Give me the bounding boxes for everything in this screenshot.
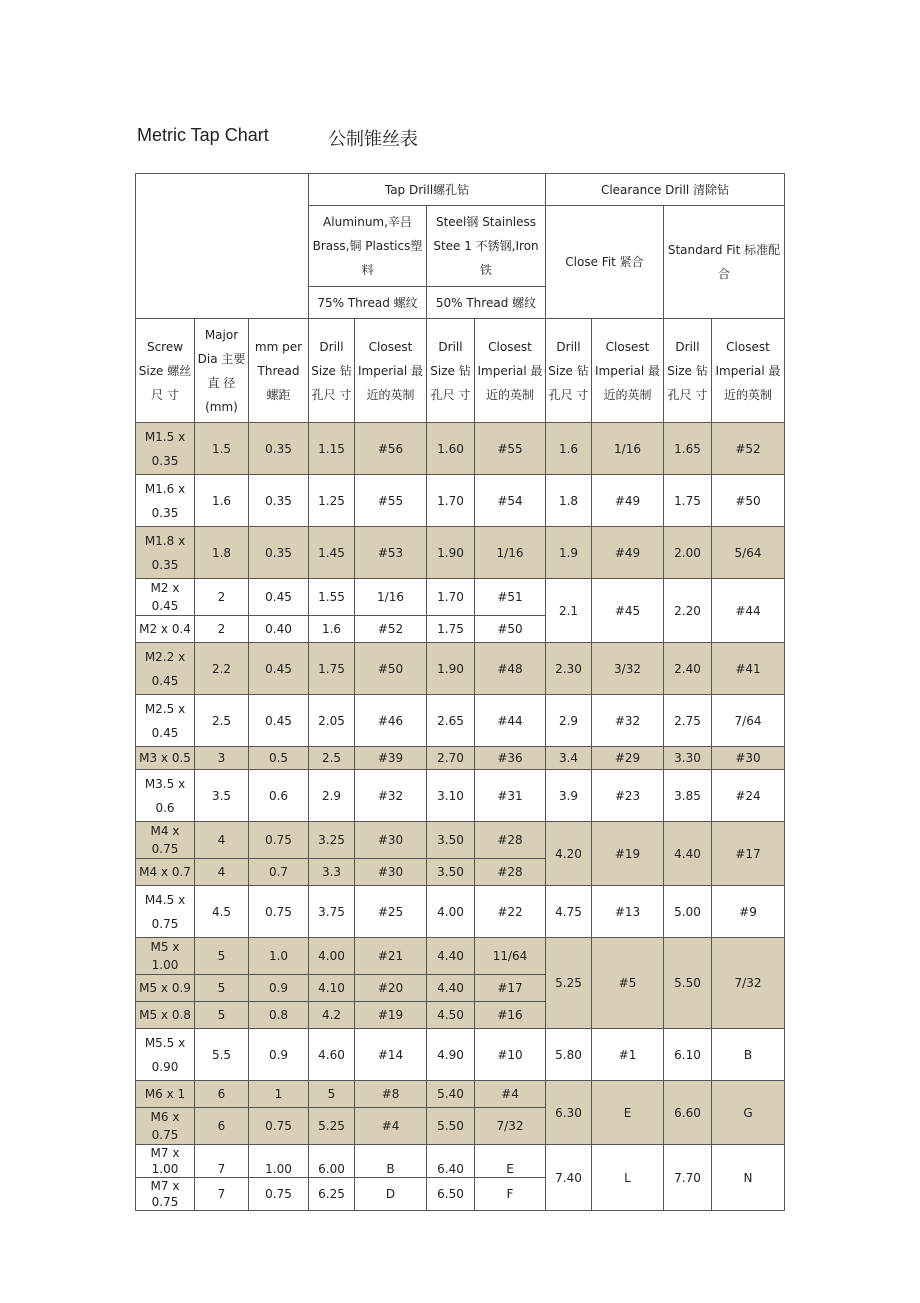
cell: 2 [195, 579, 249, 616]
table-row [136, 938, 785, 975]
cell: #32 [592, 695, 664, 747]
cell: #52 [712, 423, 785, 475]
cell: #49 [592, 475, 664, 527]
cell: 1.90 [427, 643, 475, 695]
cell: 5 [195, 938, 249, 975]
cell: 4.40 [664, 822, 712, 886]
cell: 6.40 [427, 1145, 475, 1178]
cell: 4.90 [427, 1029, 475, 1081]
cell: 3.25 [309, 822, 355, 859]
cell: #55 [475, 423, 546, 475]
cell: 4 [195, 822, 249, 859]
cell: #49 [592, 527, 664, 579]
table-row [136, 695, 785, 747]
cell: 0.35 [249, 475, 309, 527]
cell: 3 [195, 747, 249, 770]
cell-screw-size: M4.5 x 0.75 [136, 886, 195, 938]
cell: 4.20 [546, 822, 592, 886]
cell: 1.8 [195, 527, 249, 579]
cell: 5.25 [309, 1108, 355, 1145]
cell: 2 [195, 616, 249, 643]
title-chinese: 公制锥丝表 [328, 129, 418, 149]
cell: #54 [475, 475, 546, 527]
table-row [136, 1081, 785, 1108]
cell: #20 [355, 975, 427, 1002]
cell: 4 [195, 859, 249, 886]
cell: 2.05 [309, 695, 355, 747]
cell-screw-size: M5 x 0.9 [136, 975, 195, 1002]
cell: 1.25 [309, 475, 355, 527]
cell-screw-size: M2.5 x 0.45 [136, 695, 195, 747]
col-closest-imperial: Closest Imperial 最 近的英制 [355, 319, 427, 423]
cell: #32 [355, 770, 427, 822]
cell: 1/16 [355, 579, 427, 616]
title-english: Metric Tap Chart [137, 125, 269, 145]
cell: G [712, 1081, 785, 1145]
col-major-dia: Major Dia 主要直 径(mm) [195, 319, 249, 423]
cell: 6 [195, 1108, 249, 1145]
table-row [136, 1145, 785, 1178]
cell: 6.50 [427, 1178, 475, 1211]
cell-screw-size: M5.5 x 0.90 [136, 1029, 195, 1081]
cell: #50 [712, 475, 785, 527]
cell: #16 [475, 1002, 546, 1029]
cell: 6.25 [309, 1178, 355, 1211]
cell: 2.9 [309, 770, 355, 822]
cell: 1.65 [664, 423, 712, 475]
cell: #17 [475, 975, 546, 1002]
cell-screw-size: M4 x 0.7 [136, 859, 195, 886]
cell: 1.0 [249, 938, 309, 975]
cell: 2.75 [664, 695, 712, 747]
cell: 4.60 [309, 1029, 355, 1081]
col-closest-imperial: Closest Imperial 最 近的英制 [712, 319, 785, 423]
cell: 2.30 [546, 643, 592, 695]
cell: #31 [475, 770, 546, 822]
cell: 3/32 [592, 643, 664, 695]
cell: #22 [475, 886, 546, 938]
cell: 5 [309, 1081, 355, 1108]
cell: 0.6 [249, 770, 309, 822]
cell: #30 [355, 822, 427, 859]
metric-tap-table [135, 173, 785, 1211]
cell: 2.65 [427, 695, 475, 747]
cell: L [592, 1145, 664, 1211]
cell: 3.5 [195, 770, 249, 822]
cell: #5 [592, 938, 664, 1029]
header-steel: Steel钢 Stainless Stee 1 不锈钢,Iron 铁 [427, 206, 546, 287]
page-title [137, 125, 418, 149]
cell: #39 [355, 747, 427, 770]
cell-screw-size: M5 x 0.8 [136, 1002, 195, 1029]
cell: #36 [475, 747, 546, 770]
cell: 0.7 [249, 859, 309, 886]
cell: 4.75 [546, 886, 592, 938]
cell: 0.35 [249, 423, 309, 475]
cell: B [712, 1029, 785, 1081]
header-thread-50: 50% Thread 螺纹 [427, 287, 546, 319]
cell-screw-size: M6 x 1 [136, 1081, 195, 1108]
cell: B [355, 1145, 427, 1178]
cell: F [475, 1178, 546, 1211]
cell: 1 [249, 1081, 309, 1108]
cell: #10 [475, 1029, 546, 1081]
table-row [136, 643, 785, 695]
cell: 0.8 [249, 1002, 309, 1029]
cell: 1.6 [546, 423, 592, 475]
cell-screw-size: M2 x 0.45 [136, 579, 195, 616]
cell: #21 [355, 938, 427, 975]
header-blank-cell [136, 174, 309, 319]
cell: #55 [355, 475, 427, 527]
cell-screw-size: M7 x 1.00 [136, 1145, 195, 1178]
cell: 3.50 [427, 822, 475, 859]
cell: #24 [712, 770, 785, 822]
cell: #23 [592, 770, 664, 822]
col-closest-imperial: Closest Imperial 最 近的英制 [592, 319, 664, 423]
cell: 5.80 [546, 1029, 592, 1081]
table-row [136, 423, 785, 475]
cell: 3.9 [546, 770, 592, 822]
cell: 1/16 [475, 527, 546, 579]
cell: 3.50 [427, 859, 475, 886]
cell: 2.20 [664, 579, 712, 643]
cell-screw-size: M2.2 x 0.45 [136, 643, 195, 695]
cell: 1.45 [309, 527, 355, 579]
cell: #14 [355, 1029, 427, 1081]
cell: 6.60 [664, 1081, 712, 1145]
cell-screw-size: M3.5 x 0.6 [136, 770, 195, 822]
table-row [136, 747, 785, 770]
cell: 4.00 [309, 938, 355, 975]
cell: 5.5 [195, 1029, 249, 1081]
cell: 5 [195, 1002, 249, 1029]
cell: #29 [592, 747, 664, 770]
table-row [136, 475, 785, 527]
cell: 2.5 [309, 747, 355, 770]
cell: 4.00 [427, 886, 475, 938]
cell: 4.10 [309, 975, 355, 1002]
cell: 7.70 [664, 1145, 712, 1211]
cell: 0.75 [249, 886, 309, 938]
cell: 6 [195, 1081, 249, 1108]
cell-screw-size: M1.8 x 0.35 [136, 527, 195, 579]
cell: 1/16 [592, 423, 664, 475]
header-aluminum: Aluminum,辛吕 Brass,铜 Plastics塑料 [309, 206, 427, 287]
cell: #28 [475, 859, 546, 886]
cell: #25 [355, 886, 427, 938]
header-close-fit: Close Fit 紧合 [546, 206, 664, 319]
cell: 2.9 [546, 695, 592, 747]
cell: 0.75 [249, 822, 309, 859]
table-row [136, 886, 785, 938]
cell: 2.1 [546, 579, 592, 643]
cell: 3.10 [427, 770, 475, 822]
cell: 1.75 [309, 643, 355, 695]
cell: #30 [712, 747, 785, 770]
cell: E [592, 1081, 664, 1145]
cell: #17 [712, 822, 785, 886]
cell: #56 [355, 423, 427, 475]
cell: 3.30 [664, 747, 712, 770]
cell: #30 [355, 859, 427, 886]
cell: 4.50 [427, 1002, 475, 1029]
cell: 1.15 [309, 423, 355, 475]
cell: 1.70 [427, 475, 475, 527]
cell: 0.35 [249, 527, 309, 579]
cell: #19 [592, 822, 664, 886]
cell: #1 [592, 1029, 664, 1081]
cell: 5 [195, 975, 249, 1002]
cell: 4.2 [309, 1002, 355, 1029]
cell: 7 [195, 1178, 249, 1211]
header-clearance-drill: Clearance Drill 清除钻 [546, 174, 785, 206]
table-row [136, 822, 785, 859]
cell: 3.75 [309, 886, 355, 938]
cell: 11/64 [475, 938, 546, 975]
cell: #44 [712, 579, 785, 643]
cell: #4 [475, 1081, 546, 1108]
cell: 1.75 [664, 475, 712, 527]
header-standard-fit: Standard Fit 标准配合 [664, 206, 785, 319]
cell: 5.25 [546, 938, 592, 1029]
cell: 0.75 [249, 1108, 309, 1145]
cell: 2.2 [195, 643, 249, 695]
cell: 3.3 [309, 859, 355, 886]
cell: 0.45 [249, 695, 309, 747]
cell: 2.40 [664, 643, 712, 695]
col-drill-size: Drill Size 钻 孔尺 寸 [664, 319, 712, 423]
cell: #8 [355, 1081, 427, 1108]
cell: 4.40 [427, 938, 475, 975]
cell: E [475, 1145, 546, 1178]
cell: 5.50 [664, 938, 712, 1029]
cell: 1.6 [309, 616, 355, 643]
cell: 1.5 [195, 423, 249, 475]
col-closest-imperial: Closest Imperial 最 近的英制 [475, 319, 546, 423]
cell: 1.6 [195, 475, 249, 527]
cell: 0.75 [249, 1178, 309, 1211]
cell: 0.9 [249, 1029, 309, 1081]
cell: 6.10 [664, 1029, 712, 1081]
cell: #50 [355, 643, 427, 695]
col-drill-size: Drill Size 钻 孔尺 寸 [546, 319, 592, 423]
cell: #53 [355, 527, 427, 579]
cell: 7 [195, 1145, 249, 1178]
cell: 0.5 [249, 747, 309, 770]
cell: 1.8 [546, 475, 592, 527]
cell-screw-size: M7 x 0.75 [136, 1178, 195, 1211]
cell: 1.90 [427, 527, 475, 579]
col-screw-size: Screw Size 螺丝尺 寸 [136, 319, 195, 423]
cell: #48 [475, 643, 546, 695]
cell: 3.4 [546, 747, 592, 770]
cell: 0.9 [249, 975, 309, 1002]
header-tap-drill: Tap Drill螺孔钻 [309, 174, 546, 206]
cell: 2.00 [664, 527, 712, 579]
cell: 7.40 [546, 1145, 592, 1211]
table-row [136, 579, 785, 616]
cell: #52 [355, 616, 427, 643]
cell: 6.30 [546, 1081, 592, 1145]
cell: 5.50 [427, 1108, 475, 1145]
cell-screw-size: M1.6 x 0.35 [136, 475, 195, 527]
col-mm-per-thread: mm per Thread 螺距 [249, 319, 309, 423]
cell-screw-size: M4 x 0.75 [136, 822, 195, 859]
cell: 6.00 [309, 1145, 355, 1178]
cell: #51 [475, 579, 546, 616]
col-drill-size: Drill Size 钻 孔尺 寸 [309, 319, 355, 423]
cell-screw-size: M1.5 x 0.35 [136, 423, 195, 475]
cell: 5.40 [427, 1081, 475, 1108]
cell: 5.00 [664, 886, 712, 938]
cell: 3.85 [664, 770, 712, 822]
table-row [136, 1029, 785, 1081]
col-drill-size: Drill Size 钻 孔尺 寸 [427, 319, 475, 423]
cell: #45 [592, 579, 664, 643]
cell-screw-size: M6 x 0.75 [136, 1108, 195, 1145]
cell: 7/32 [712, 938, 785, 1029]
table-row [136, 527, 785, 579]
cell: 4.5 [195, 886, 249, 938]
header-thread-75: 75% Thread 螺纹 [309, 287, 427, 319]
cell: 4.40 [427, 975, 475, 1002]
cell: #4 [355, 1108, 427, 1145]
cell: 7/64 [712, 695, 785, 747]
cell-screw-size: M2 x 0.4 [136, 616, 195, 643]
cell: 1.60 [427, 423, 475, 475]
cell: 5/64 [712, 527, 785, 579]
cell: #44 [475, 695, 546, 747]
cell: 1.9 [546, 527, 592, 579]
cell: 7/32 [475, 1108, 546, 1145]
cell: 0.45 [249, 579, 309, 616]
table-row [136, 770, 785, 822]
cell: #19 [355, 1002, 427, 1029]
cell-screw-size: M3 x 0.5 [136, 747, 195, 770]
cell: 2.70 [427, 747, 475, 770]
cell: #9 [712, 886, 785, 938]
cell: 1.55 [309, 579, 355, 616]
cell: #46 [355, 695, 427, 747]
cell-screw-size: M5 x 1.00 [136, 938, 195, 975]
cell: 1.70 [427, 579, 475, 616]
cell: #41 [712, 643, 785, 695]
cell: 1.75 [427, 616, 475, 643]
cell: N [712, 1145, 785, 1211]
cell: D [355, 1178, 427, 1211]
cell: #28 [475, 822, 546, 859]
cell: 0.40 [249, 616, 309, 643]
cell: 0.45 [249, 643, 309, 695]
cell: #13 [592, 886, 664, 938]
cell: 1.00 [249, 1145, 309, 1178]
cell: 2.5 [195, 695, 249, 747]
cell: #50 [475, 616, 546, 643]
